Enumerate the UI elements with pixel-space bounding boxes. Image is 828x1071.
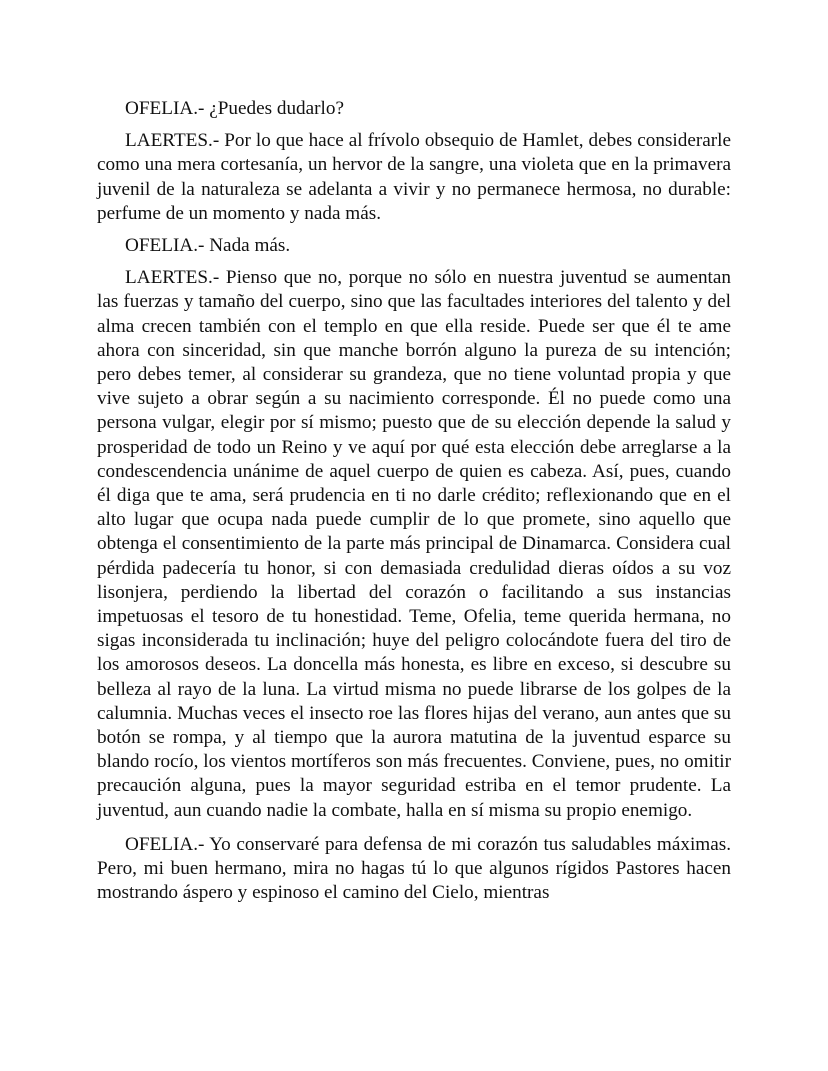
- paragraph-laertes-1: LAERTES.- Por lo que hace al frívolo obsequio de Hamlet, debes considerarle como una mera cortesanía, un hervor de la sangre, una violeta que en la primavera juvenil de la naturaleza se adelanta a vivir y no permanece hermosa, no durable: perfume de un momento y nada más.: [97, 130, 731, 224]
- paragraph-ofelia-3: OFELIA.- Yo conservaré para defensa de mi corazón tus saludables máximas. Pero, mi buen hermano, mira no hagas tú lo que algunos rígidos Pastores hacen mostrando áspero y espinoso el camino del Cielo, mientras: [97, 833, 731, 904]
- document-page: [97, 97, 731, 914]
- paragraph-laertes-2: LAERTES.- Pienso que no, porque no sólo en nuestra juventud se aumentan las fuerzas y tamaño del cuerpo, sino que las facultades interiores del talento y del alma crecen también con el templo en que ella reside. Puede ser que él te ame ahora con sinceridad, sin que manche borrón alguno la pureza de su intención; pero debes temer, al considerar su grandeza, que no tiene voluntad propia y que vive sujeto a obrar según a su nacimiento corresponde. Él no puede como una persona vulgar, elegir por sí mismo; puesto que de su elección depende la salud y prosperidad de todo un Reino y ve aquí por qué esta elección debe arreglarse a la condescendencia unánime de aquel cuerpo de quien es cabeza. Así, pues, cuando él diga que te ama, será prudencia en ti no darle crédito; reflexionando que en el alto lugar que ocupa nada puede cumplir de lo que promete, sino aquello que obtenga el consentimiento de la parte más principal de Dinamarca. Considera cual pérdida padecería tu honor, si con demasiada credulidad dieras oídos a su voz lisonjera, perdiendo la libertad del corazón o facilitando a sus instancias impetuosas el tesoro de tu honestidad. Teme, Ofelia, teme querida hermana, no sigas inconsiderada tu inclinación; huye del peligro colocándote fuera del tiro de los amorosos deseos. La doncella más honesta, es libre en exceso, si descubre su belleza al rayo de la luna. La virtud misma no puede librarse de los golpes de la calumnia. Muchas veces el insecto roe las flores hijas del verano, aun antes que su botón se rompa, y al tiempo que la aurora matutina de la juventud esparce su blando rocío, los vientos mortíferos son más frecuentes. Conviene, pues, no omitir precaución alguna, pues la mayor seguridad estriba en el temor prudente. La juventud, aun cuando nadie la combate, halla en sí misma su propio enemigo.: [97, 267, 731, 821]
- paragraph-ofelia-2: OFELIA.- Nada más.: [125, 235, 291, 257]
- paragraph-ofelia-1: OFELIA.- ¿Puedes dudarlo?: [125, 98, 344, 119]
